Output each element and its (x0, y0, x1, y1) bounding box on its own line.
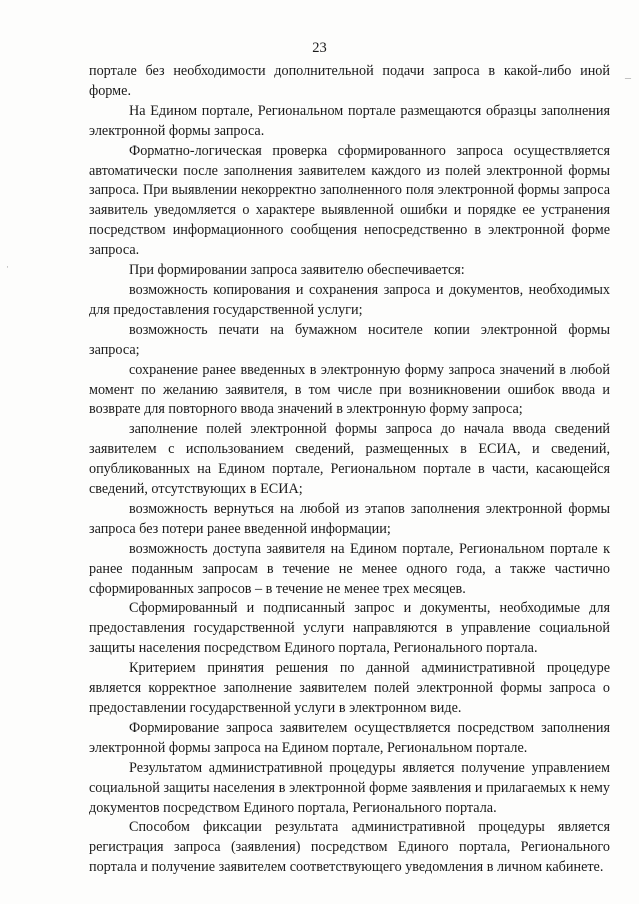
paragraph: портале без необходимости дополнительной подачи запроса в какой-либо иной форме. (89, 63, 610, 99)
list-paragraph: возможность копирования и сохранения запроса и документов, необходимых для предоставления государственной услуги; (89, 281, 610, 318)
scan-dash-mark: – (625, 70, 631, 84)
scan-dot-mark: · (6, 262, 9, 272)
page-number: 23 (312, 40, 327, 56)
list-paragraph: заполнение полей электронной формы запроса до начала ввода сведений заявителем с использованием сведений, размещенных в ЕСИА, и сведений, опубликованных на Едином портале, Региональном портале в части, касающейся сведений, отсутствующих в ЕСИА; (89, 421, 610, 498)
paragraph: На Едином портале, Региональном портале размещаются образцы заполнения электронной формы запроса. (89, 102, 610, 139)
paragraph: Результатом административной процедуры является получение управлением социальной защиты населения в электронной форме заявления и прилагаемых к нему документов посредством Единого портала, Регионального портала. (89, 759, 610, 816)
paragraph: Форматно-логическая проверка сформированного запроса осуществляется автоматически после заполнения заявителем каждого из полей электронной формы запроса. При выявлении некорректно заполненного поля электронной формы запроса заявитель уведомляется о характере выявленной ошибки и порядке ее устранения посредством информационного сообщения непосредственно в электронной форме запроса. (89, 142, 610, 259)
paragraph: При формировании запроса заявителю обеспечивается: (129, 262, 465, 279)
paragraph: Способом фиксации результата административной процедуры является регистрация запроса (заявления) посредством Единого портала, Регионального портала и получение заявителем соответствующего уведомления в личном кабинете. (89, 819, 610, 876)
list-paragraph: сохранение ранее введенных в электронную форму запроса значений в любой момент по желанию заявителя, в том числе при возникновении ошибок ввода и возврате для повторного ввода значений в электронную форму запроса; (89, 361, 610, 418)
paragraph: Критерием принятия решения по данной административной процедуре является корректное заполнение заявителем полей электронной формы запроса о предоставлении государственной услуги в электронном виде. (89, 660, 610, 716)
list-paragraph: возможность вернуться на любой из этапов заполнения электронной формы запроса без потери ранее введенной информации; (89, 500, 610, 537)
document-body (89, 62, 610, 878)
list-paragraph: возможность доступа заявителя на Едином портале, Региональном портале к ранее поданным запросам в течение не менее одного года, а также частично сформированных запросов – в течение не менее трех месяцев. (89, 540, 610, 597)
paragraph: Формирование запроса заявителем осуществляется посредством заполнения электронной формы запроса на Едином портале, Региональном портале. (89, 719, 610, 756)
list-paragraph: возможность печати на бумажном носителе копии электронной формы запроса; (89, 321, 610, 358)
paragraph: Сформированный и подписанный запрос и документы, необходимые для предоставления государственной услуги направляются в управление социальной защиты населения посредством Единого портала, Регионального портала. (89, 600, 610, 657)
